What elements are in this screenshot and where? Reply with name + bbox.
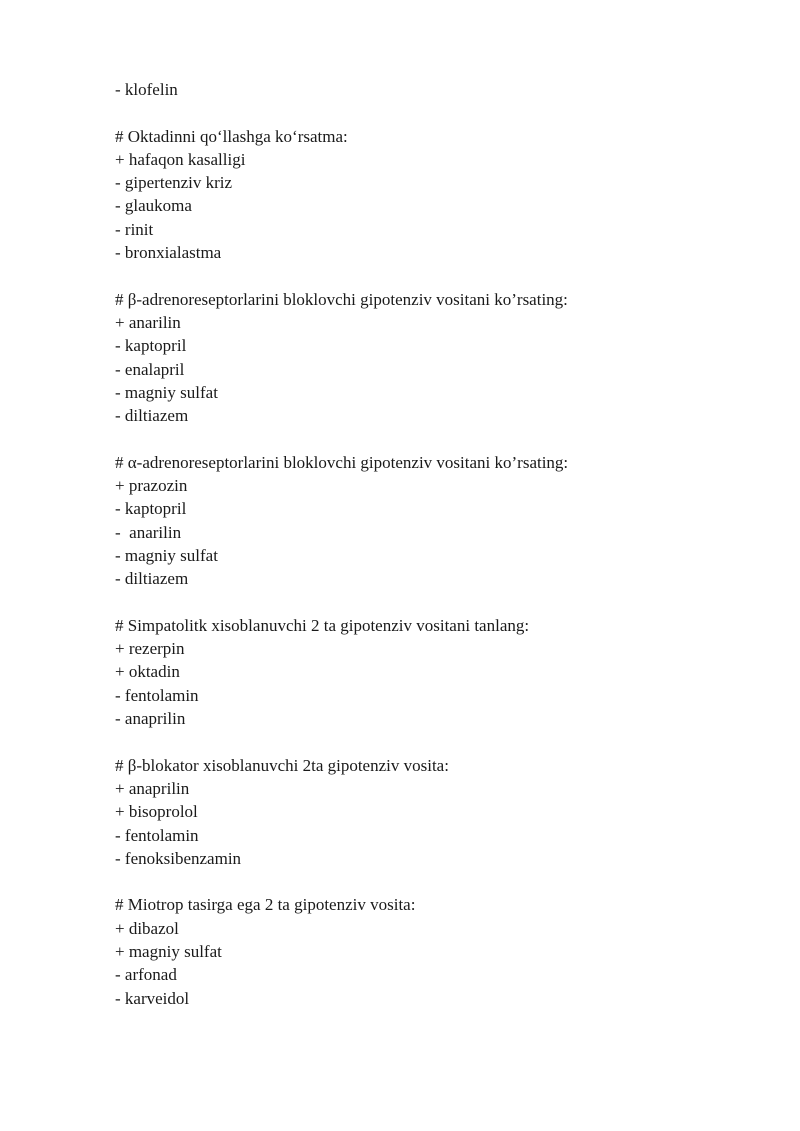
blank-line bbox=[115, 427, 755, 450]
text-line: - klofelin bbox=[115, 80, 178, 99]
answer-line: - arfonad bbox=[115, 965, 177, 985]
answer-line: - diltiazem bbox=[115, 569, 189, 589]
correct-answer-line: + rezerpin bbox=[115, 639, 185, 659]
correct-answer-line: + anarilin bbox=[115, 312, 181, 332]
question-line: # Oktadinni qo‘llashga ko‘rsatma: bbox=[115, 126, 348, 146]
correct-answer-line: + oktadin bbox=[115, 662, 180, 682]
answer-line: - karveidol bbox=[115, 988, 190, 1008]
answer-line: - bronxialastma bbox=[115, 243, 222, 263]
answer-line: - fenoksibenzamin bbox=[115, 848, 242, 868]
correct-answer-line: + bisoprolol bbox=[115, 802, 198, 822]
blank-line bbox=[115, 264, 755, 287]
blank-line bbox=[115, 591, 755, 614]
answer-line: - enalapril bbox=[115, 359, 185, 379]
correct-answer-line: + prazozin bbox=[115, 476, 188, 496]
correct-answer-line: + dibazol bbox=[115, 918, 179, 938]
correct-answer-line: + hafaqon kasalligi bbox=[115, 149, 246, 169]
question-line: # Simpatolitk xisoblanuvchi 2 ta gipotenziv vositani tanlang: bbox=[115, 615, 530, 635]
question-line: # β-blokator xisoblanuvchi 2ta gipotenziv vosita: bbox=[115, 755, 449, 775]
question-line: # Miotrop tasirga ega 2 ta gipotenziv vosita: bbox=[115, 895, 416, 915]
question-line: # α-adrenoreseptorlarini bloklovchi gipotenziv vositani ko’rsating: bbox=[115, 452, 569, 472]
answer-line: - glaukoma bbox=[115, 196, 192, 216]
question-line: # β-adrenoreseptorlarini bloklovchi gipotenziv vositani ko’rsating: bbox=[115, 289, 568, 309]
document-page bbox=[115, 78, 755, 1010]
answer-line: - diltiazem bbox=[115, 406, 189, 426]
answer-line: - anaprilin bbox=[115, 709, 186, 729]
blank-line bbox=[115, 730, 755, 753]
blank-line bbox=[115, 101, 755, 124]
answer-line: - magniy sulfat bbox=[115, 545, 218, 565]
answer-line: - kaptopril bbox=[115, 336, 187, 356]
answer-line: - anarilin bbox=[115, 522, 182, 542]
answer-line: - gipertenziv kriz bbox=[115, 173, 233, 193]
answer-line: - magniy sulfat bbox=[115, 382, 218, 402]
answer-line: - fentolamin bbox=[115, 685, 199, 705]
answer-line: - kaptopril bbox=[115, 499, 187, 519]
answer-line: - fentolamin bbox=[115, 825, 199, 845]
answer-line: - rinit bbox=[115, 219, 154, 239]
correct-answer-line: + magniy sulfat bbox=[115, 941, 222, 961]
blank-line bbox=[115, 870, 755, 893]
correct-answer-line: + anaprilin bbox=[115, 778, 190, 798]
